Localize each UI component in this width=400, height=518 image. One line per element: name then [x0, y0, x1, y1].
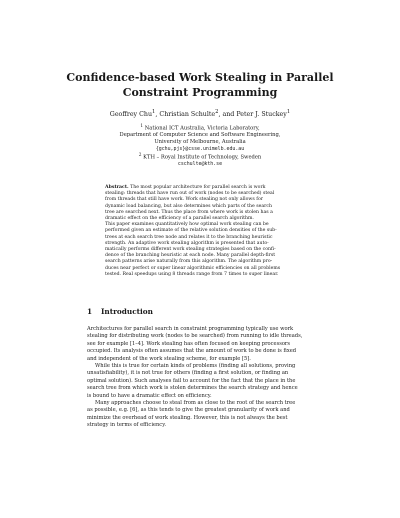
abstract-line: search patterns arise naturally from this algorithm. The algorithm pro-	[105, 259, 273, 265]
abstract	[105, 185, 295, 278]
author-name: Christian Schulte	[159, 111, 216, 119]
abstract-paragraph-2	[105, 222, 295, 278]
body-paragraph-3	[87, 400, 315, 430]
affiliation-mark: 2	[138, 152, 142, 158]
body-paragraph-2	[87, 363, 315, 400]
body-line: occupied. Its analysis often assumes that the amount of work to be done is fixed	[87, 348, 297, 355]
author-separator: ,	[155, 111, 160, 119]
abstract-line: dynamic load balancing, but also determines which parts of the search	[105, 203, 272, 209]
affiliation-mark: 1	[140, 124, 144, 129]
abstract-line: trees at each search tree node and relates it to the branching heuristic	[105, 234, 273, 240]
body-text	[87, 326, 315, 430]
abstract-line: dramatic effect on the efficiency of a parallel search algorithm.	[105, 216, 254, 222]
body-line: While this is true for certain kinds of problems (finding all solutions, proving	[95, 363, 296, 370]
title-line-2: Constraint Programming	[122, 86, 278, 99]
author-separator: , and	[218, 111, 237, 119]
abstract-line: strength. An adaptive work stealing algorithm is presented that auto-	[105, 240, 269, 246]
affiliation-text: National ICT Australia, Victoria Laboratory,	[144, 125, 260, 132]
abstract-line: tree are searched next. Thus the place from where work is stolen has a	[105, 209, 273, 215]
body-line: see for example [1–4]. Work stealing has often focused on keeping processors	[87, 340, 291, 347]
body-line: search tree from which work is stolen determines the search strategy and hence	[87, 385, 298, 392]
affiliation-1-line-3: University of Melbourne, Australia	[154, 139, 246, 146]
section-number: 1	[87, 307, 93, 316]
section-heading	[87, 307, 327, 316]
affiliation-2-line-1	[80, 153, 320, 161]
abstract-line: The most popular architecture for parallel search is work	[128, 185, 266, 190]
author-name: Geoffrey Chu	[109, 111, 153, 119]
author-affiliation-mark: 2	[215, 109, 219, 115]
abstract-line: dence of the branching heuristic at each node. Many parallel depth-first	[105, 253, 276, 259]
paper-title	[60, 70, 340, 100]
affiliation-1-line-2: Department of Computer Science and Software Engineering,	[119, 132, 281, 139]
abstract-line: duces near perfect or super linear algorithmic efficiencies on all problems	[105, 265, 281, 271]
author-name: Peter J. Stuckey	[236, 111, 287, 119]
body-line: and independent of the work stealing scheme, for example [5].	[87, 355, 251, 362]
affiliations	[80, 124, 320, 168]
abstract-line: matically performs different work stealing strategies based on the confi-	[105, 247, 276, 253]
body-line: optimal solution). Such analyses fail to account for the fact that the place in the	[87, 377, 296, 384]
body-line: unsatisfiability), it is not true for others (finding a first solution, or finding an	[87, 370, 289, 377]
affiliation-2-email: cschulte@kth.se	[177, 160, 223, 167]
body-line: is bound to have a dramatic effect on efficiency.	[87, 392, 212, 399]
body-line: as possible, e.g. [6], as this tends to give the greatest granularity of work and	[87, 407, 290, 414]
affiliation-1-line-1	[80, 124, 320, 132]
abstract-line: tested. Real speedups using 8 threads range from 7 times to super linear.	[105, 271, 279, 277]
body-line: stealing for distributing work (nodes to be searched) from running to idle threads,	[87, 333, 303, 340]
affiliation-text: KTH – Royal Institute of Technology, Sweden	[143, 154, 262, 161]
abstract-line: stealing: threads that have run out of work (nodes to be searched) steal	[105, 191, 275, 197]
body-line: strategy in terms of efficiency.	[87, 422, 167, 429]
author-affiliation-mark: 1	[152, 109, 156, 115]
abstract-line: from threads that still have work. Work stealing not only allows for	[105, 197, 263, 203]
abstract-line: This paper examines quantitatively how optimal work stealing can be	[105, 222, 269, 228]
author-list	[60, 108, 340, 119]
abstract-paragraph-1	[105, 185, 295, 222]
section-title: Introduction	[101, 307, 153, 316]
author-affiliation-mark: 1	[286, 109, 291, 115]
body-line: minimize the overhead of work stealing. However, this is not always the best	[87, 414, 288, 421]
abstract-label: Abstract.	[105, 185, 129, 190]
body-line: Many approaches choose to steal from as close to the root of the search tree	[95, 400, 296, 407]
affiliation-1-email: {gchu,pjs}@csse.unimelb.edu.au	[155, 145, 245, 152]
abstract-line: performed given an estimate of the relative solution densities of the sub-	[105, 228, 277, 234]
body-line: Architectures for parallel search in constraint programming typically use work	[87, 326, 294, 332]
body-paragraph-1	[87, 326, 315, 363]
title-line-1: Confidence-based Work Stealing in Parallel	[66, 71, 334, 84]
